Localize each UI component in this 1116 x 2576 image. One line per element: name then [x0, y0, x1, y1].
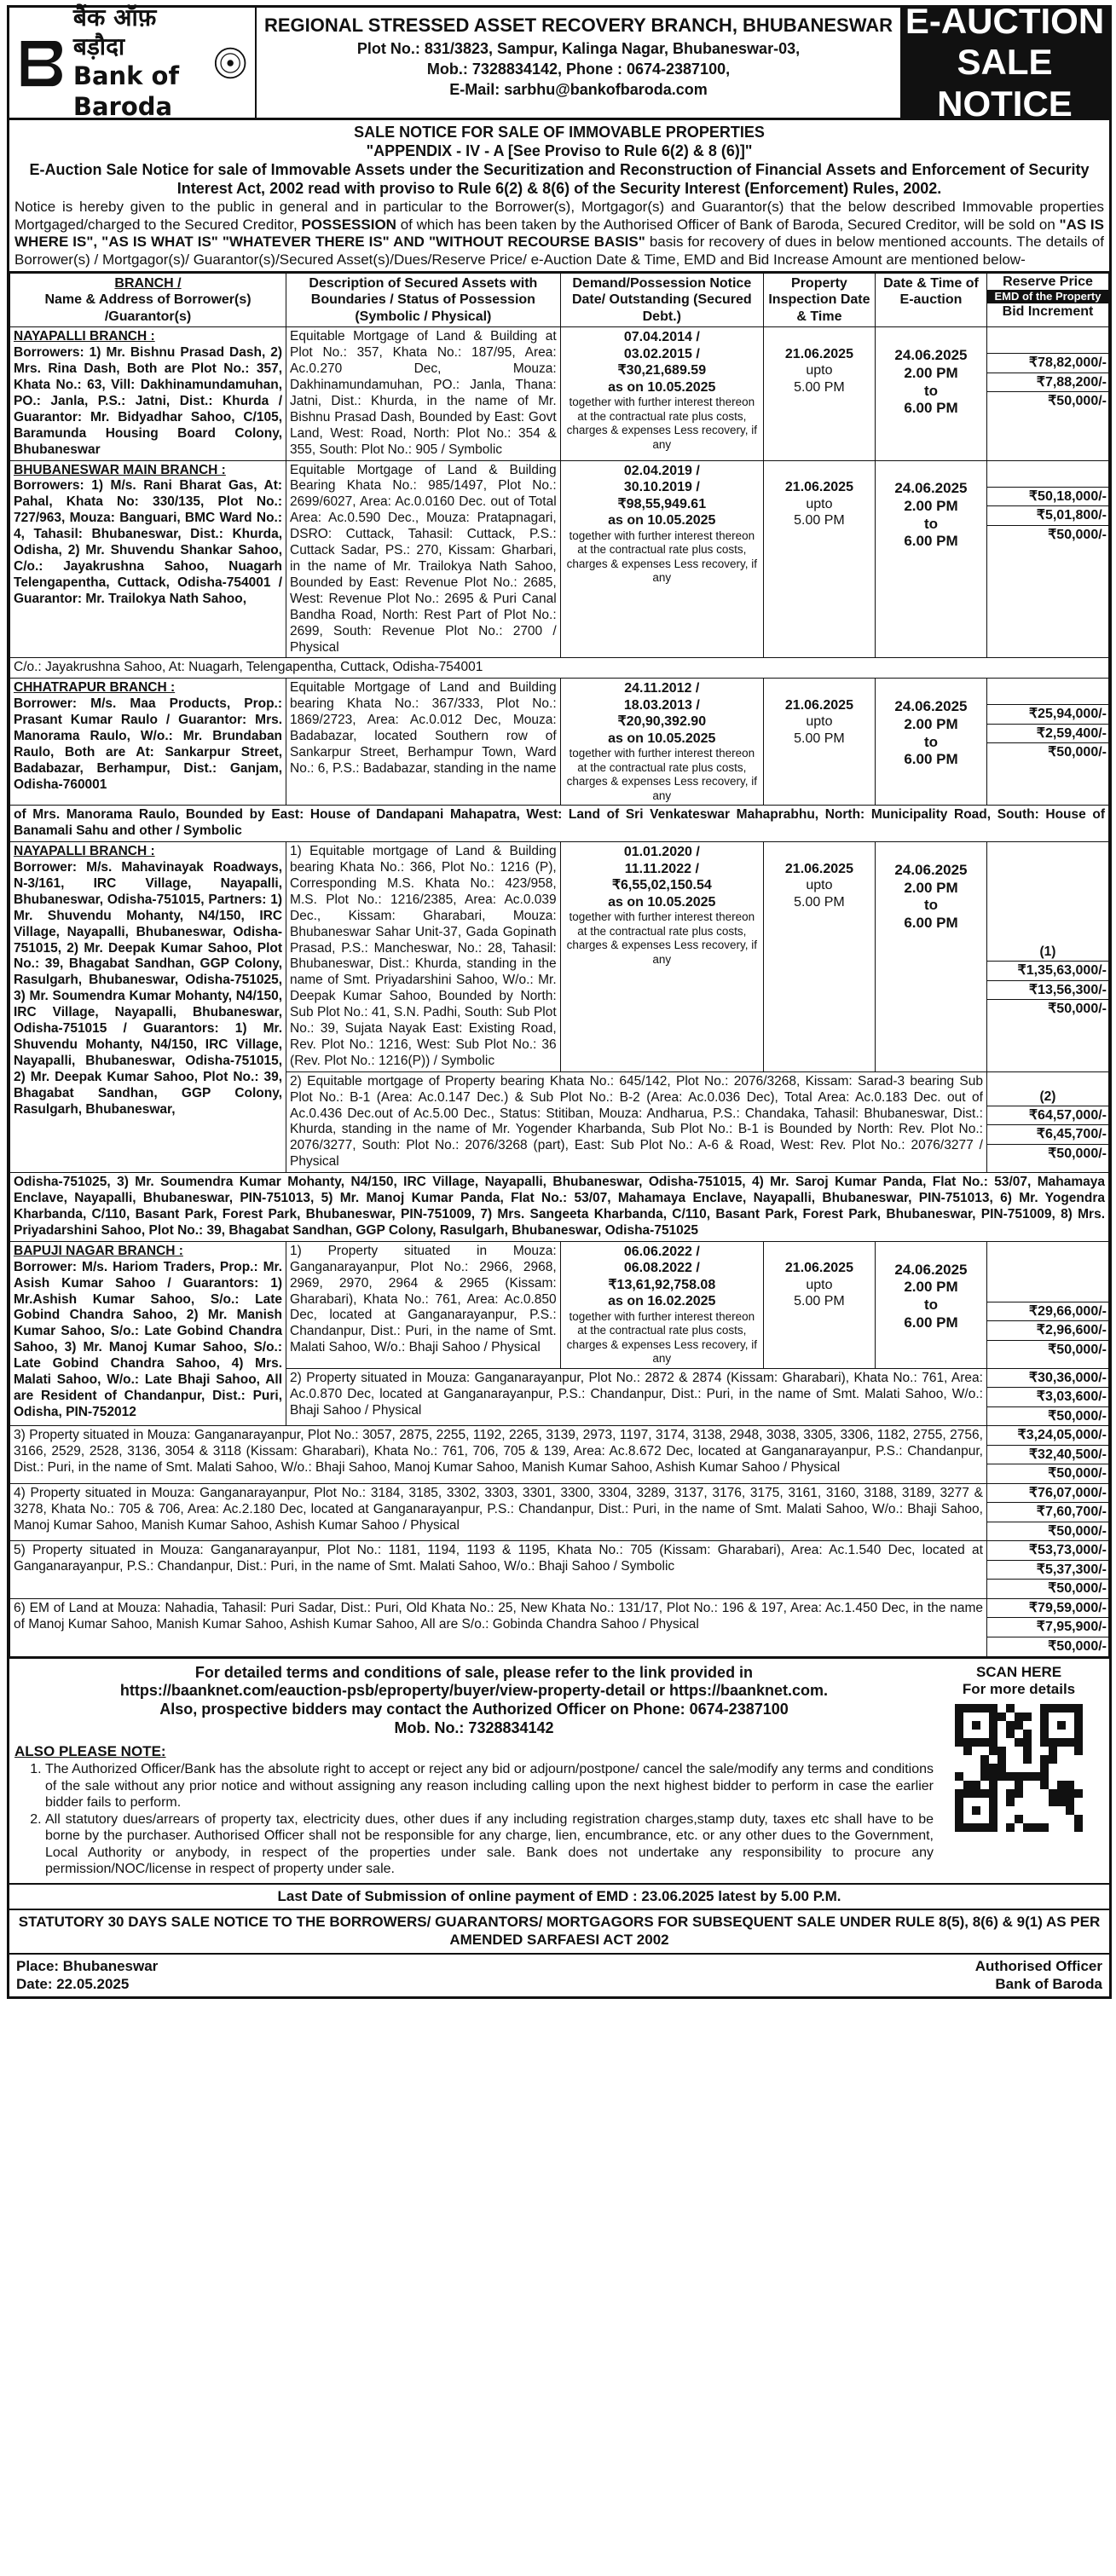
- asset-cell: 4) Property situated in Mouza: Ganganarayanpur, Plot No.: 3184, 3185, 3302, 3303, 3301, 3300, 3304, 3289, 3137, 3176, 3175, 3161, 3160, 3188, 3189, 3277 & 3278, Khata No.: 705 & 706, Area: Ac.2.180 Dec, located at Ganganarayanpur, P.S.: Chandanpur, Dist.: Puri, in the name of Smt. Malati Sahoo, W/o.: Bhaji Sahoo, Manoj Kumar Sahoo, Manish Kumar Sahoo, Ashish Kumar Sahoo / Physical: [10, 1483, 987, 1541]
- price-cell: ₹79,59,000/- ₹7,95,900/- ₹50,000/-: [986, 1598, 1108, 1656]
- intro-text-1: Notice is hereby given to the public in general and in particular to the Borrower(s), Mortgagor(s) and Guarantor(s) that the below described Immovable properties Mortgaged/charged to the Secured Creditor,: [14, 198, 1104, 233]
- price-cell: ₹50,18,000/- ₹5,01,800/- ₹50,000/-: [986, 460, 1108, 658]
- properties-table: [9, 273, 1109, 1657]
- bank-name: [73, 3, 205, 122]
- asset-tail: of Mrs. Manorama Raulo, Bounded by East: House of Dandapani Mahapatra, West: Land of Sri Venkateswar Mahaprabhu, North: Municipality Road, South: House of Banamali Sahu and other / Symbolic: [10, 806, 1109, 842]
- intro-as-is: "AS IS WHERE IS", "AS IS WHAT IS" "WHATEVER THERE IS" AND "WITHOUT RECOURSE BASIS": [14, 216, 1104, 251]
- branch-address: Plot No.: 831/3823, Sampur, Kalinga Nagar, Bhubaneswar-03,: [356, 39, 801, 57]
- sale-notice: [7, 1, 1112, 1999]
- table-row-continuation: [10, 806, 1109, 842]
- last-date-emd: Last Date of Submission of online payment of EMD : 23.06.2025 latest by 5.00 P.M.: [9, 1883, 1109, 1909]
- intro-possession: POSSESSION: [301, 216, 396, 233]
- table-row: [10, 679, 1109, 806]
- bank-name-english: Bank of Baroda: [72, 61, 180, 121]
- inspection-cell: 21.06.2025 upto 5.00 PM: [763, 1241, 875, 1368]
- inspection-cell: 21.06.2025 upto 5.00 PM: [763, 842, 875, 1072]
- asset-cell: 6) EM of Land at Mouza: Nahadia, Tahasil: Puri Sadar, Dist.: Puri, Old Khata No.: 25, New Khata No.: 131/17, Plot No.: 196 & 197, Area: Ac.1.450 Dec, in the name of Manoj Kumar Sahoo, Manish Kumar Sahoo, Ashish Kumar Sahoo, All are S/o.: Gobinda Chandra Sahoo / Physical: [10, 1598, 987, 1656]
- notice-header: [9, 1, 1109, 124]
- scan-here-label: SCAN HERE: [975, 1663, 1062, 1680]
- demand-cell: 06.06.2022 / 06.08.2022 / ₹13,61,92,758.08 as on 16.02.2025 together with further interest thereon at the contractual rate plus costs, charges & expenses Less recovery, if any: [560, 1241, 763, 1368]
- notice-title-line2: SALE NOTICE: [937, 42, 1073, 124]
- inspection-cell: 21.06.2025 upto 5.00 PM: [763, 460, 875, 658]
- statutory-notice: STATUTORY 30 DAYS SALE NOTICE TO THE BORROWERS/ GUARANTORS/ MORTGAGORS FOR SUBSEQUENT SALE UNDER RULE 8(5), 8(6) & 9(1) AS PER AMENDED SARFAESI ACT 2002: [9, 1909, 1109, 1952]
- table-header-row: [10, 273, 1109, 327]
- demand-cell: 07.04.2014 / 03.02.2015 / ₹30,21,689.59 as on 10.05.2025 together with further interest thereon at the contractual rate plus costs, charges & expenses Less recovery, if any: [560, 327, 763, 460]
- demand-cell: 02.04.2019 / 30.10.2019 / ₹98,55,949.61 as on 10.05.2025 together with further interest thereon at the contractual rate plus costs, charges & expenses Less recovery, if any: [560, 460, 763, 658]
- bank-of-baroda-logo-icon: [18, 20, 66, 106]
- borrower-cell: NAYAPALLI BRANCH : Borrowers: 1) Mr. Bishnu Prasad Dash, 2) Mrs. Rina Dash, Both are Plot No.: 357, Khata No.: 63, Vill: Dakhinamundamuhan, PO.: Janla, P.S.: Jatni, Dist.: Khurda / Guarantor: Mr. Bidyadhar Sahoo, C/105, Baramunda Housing Board Colony, Bhubaneswar: [10, 327, 286, 460]
- price-cell: ₹30,36,000/- ₹3,03,600/- ₹50,000/-: [986, 1368, 1108, 1426]
- borrower-tail: C/o.: Jayakrushna Sahoo, At: Nuagarh, Telengapentha, Cuttack, Odisha-754001: [10, 658, 1109, 679]
- price-cell: ₹25,94,000/- ₹2,59,400/- ₹50,000/-: [986, 679, 1108, 806]
- inspection-cell: 21.06.2025 upto 5.00 PM: [763, 679, 875, 806]
- demand-cell: 24.11.2012 / 18.03.2013 / ₹20,90,392.90 as on 10.05.2025 together with further interest thereon at the contractual rate plus costs, charges & expenses Less recovery, if any: [560, 679, 763, 806]
- column-header-asset: Description of Secured Assets with Boundaries / Status of Possession (Symbolic / Physical): [286, 273, 561, 327]
- borrower-cell: CHHATRAPUR BRANCH : Borrower: M/s. Maa Products, Prop.: Prasant Kumar Raulo / Guarantor: Mrs. Manorama Raulo, W/o.: Mr. Brundaban Raulo, Both are At: Sankarpur Street, Badabazar, Berhampur, Dist.: Ganjam, Odisha-760001: [10, 679, 286, 806]
- table-row: [10, 1541, 1109, 1599]
- price-cell: (1) ₹1,35,63,000/- ₹13,56,300/- ₹50,000/-: [986, 842, 1108, 1072]
- intro-heading-2: "APPENDIX - IV - A [See Proviso to Rule 6(2) & 8 (6)]": [366, 142, 753, 159]
- auction-cell: 24.06.2025 2.00 PM to 6.00 PM: [875, 327, 986, 460]
- branch-name: REGIONAL STRESSED ASSET RECOVERY BRANCH, BHUBANESWAR: [263, 14, 893, 36]
- asset-cell: 1) Equitable mortgage of Land & Building bearing Khata No.: 366, Plot No.: 1216 (P), Corresponding M.S. Khata No.: 423/958, M.S. Plot No.: 1216/2385, Area: Ac.0.039 Dec., Kissam: Gharabari, Mouza: Bhubaneswar Sahar Unit-37, Gada Gopinath Prasad, P.S.: Mancheswar, No.: 28, Tahasil: Bhubaneswar, Dist.: Khurda, standing in the name of Smt. Priyadarshini Sahoo, W/o.: Mr. Deepak Kumar Sahoo, Bounded by North: Sub Plot No.: 41, S.N. Padhi, South: Sub Plot No.: 39, Sujata Nayak East: Existing Road, Rev. Plot No.: 1216, West: Sub Plot No.: 36 (Rev. Plot No.: 1216(P)) / Symbolic: [286, 842, 561, 1072]
- asset-cell: 2) Property situated in Mouza: Ganganarayanpur, Plot No.: 2872 & 2874 (Kissam: Gharabari), Khata No.: 761, Area: Ac.0.870 Dec, located at Ganganarayanpur, P.S.: Chandanpur, Dist.: Puri, in the name of Smt. Malati Sahoo, W/o.: Bhaji Sahoo / Physical: [286, 1368, 987, 1426]
- authorised-officer: [975, 1958, 1102, 1993]
- auction-cell: 24.06.2025 2.00 PM to 6.00 PM: [875, 460, 986, 658]
- details-mobile: Mob. No.: 7328834142: [394, 1719, 554, 1737]
- column-header-auction: Date & Time of E-auction: [875, 273, 986, 327]
- price-cell: ₹3,24,05,000/- ₹32,40,500/- ₹50,000/-: [986, 1426, 1108, 1484]
- emblem-seal-icon: [214, 37, 246, 90]
- table-row: [10, 327, 1109, 460]
- branch-email[interactable]: E-Mail: sarbhu@bankofbaroda.com: [449, 81, 708, 99]
- auction-cell: 24.06.2025 2.00 PM to 6.00 PM: [875, 842, 986, 1072]
- officer-bank: Bank of Baroda: [995, 1975, 1102, 1992]
- intro-text-3: basis for recovery of dues in below mentioned accounts. The details of Borrower(s) / Mortgagor(s)/ Guarantor(s)/Secured Asset(s)/Dues/Reserve Price/ e-Auction Date & Time, EMD and Bid Increase Amount are mentioned below-: [14, 234, 1104, 269]
- terms-text: [14, 1664, 934, 1878]
- terms-section: [9, 1657, 1109, 1883]
- price-cell: (2) ₹64,57,000/- ₹6,45,700/- ₹50,000/-: [986, 1071, 1108, 1172]
- borrower-cell: BHUBANESWAR MAIN BRANCH : Borrowers: 1) M/s. Rani Bharat Gas, At: Pahal, Khata No: 330/135, Plot No.: 727/963, Mouza: Banguari, BMC Ward No.: 4, Tahasil: Bhubaneswar, Dist.: Khurda, Odisha, 2) Mr. Shuvendu Shankar Sahoo, C/o.: Jayakrushna Sahoo, Nuagarh Telengapentha, Cuttack, Odisha-754001 / Guarantor: Mr. Trailokya Nath Sahoo,: [10, 460, 286, 658]
- table-row: [10, 1241, 1109, 1368]
- auction-cell: 24.06.2025 2.00 PM to 6.00 PM: [875, 679, 986, 806]
- table-row: [10, 842, 1109, 1072]
- please-note-heading: ALSO PLEASE NOTE:: [14, 1743, 166, 1760]
- demand-cell: 01.01.2020 / 11.11.2022 / ₹6,55,02,150.54 as on 10.05.2025 together with further interest thereon at the contractual rate plus costs, charges & expenses Less recovery, if any: [560, 842, 763, 1072]
- details-line-3: Also, prospective bidders may contact the Authorized Officer on Phone: 0674-2387100: [159, 1701, 789, 1718]
- intro-text-2: of which has been taken by the Authorised Officer of Bank of Baroda, Secured Creditor, will be sold on: [400, 216, 1055, 233]
- asset-cell: 1) Property situated in Mouza: Ganganarayanpur, Plot No.: 2966, 2968, 2969, 2970, 2964 & 2965 (Kissam: Gharabari), Khata No.: 761, Area: Ac.0.850 Dec, located at Ganganarayanpur, P.S.: Chandanpur, Dist.: Puri, in the name of Smt. Malati Sahoo, W/o.: Bhaji Sahoo / Physical: [286, 1241, 561, 1368]
- intro-paragraph: [14, 199, 1104, 269]
- table-row: [10, 1426, 1109, 1484]
- asset-cell: Equitable Mortgage of Land & Building Bearing Khata No.: 985/1497, Plot No.: 2699/6027, Area: Ac.0.0160 Dec. out of Total Area: Ac.0.590 Dec., Mouza: Pratapnagari, DSRO: Cuttack, Tahasil: Cuttack, P.S.: Cuttack Sadar, PS.: 270, Kissam: Gharbari, in the name of Mr. Trailokya Nath Sahoo, Bounded by East: Revenue Plot No.: 2685, West: Revenue Plot No.: 2695 & Puri Canal Bandha Road, North: Rest Part of Plot No.: 2699, South: Revenue Plot No.: 2700 / Physical: [286, 460, 561, 658]
- date: Date: 22.05.2025: [16, 1975, 130, 1992]
- scan-more-label: For more details: [962, 1681, 1076, 1698]
- column-header-inspection: Property Inspection Date & Time: [763, 273, 875, 327]
- asset-cell: 5) Property situated in Mouza: Ganganarayanpur, Plot No.: 1181, 1194, 1193 & 1195, Khata No.: 705 (Kissam: Gharabari), Area: Ac.1.540 Dec, located at Ganganarayanpur, P.S.: Chandanpur, Dist.: Puri, in the name of Smt. Malati Sahoo, W/o.: Bhaji Sahoo / Symbolic: [10, 1541, 987, 1599]
- bank-logo-block: [9, 3, 257, 121]
- notice-title-box: [900, 1, 1109, 124]
- column-header-demand: Demand/Possession Notice Date/ Outstanding (Secured Debt.): [560, 273, 763, 327]
- officer-title: Authorised Officer: [974, 1957, 1102, 1974]
- intro-heading-3: E-Auction Sale Notice for sale of Immovable Assets under the Securitization and Reconstruction of Financial Assets and Enforcement of Security Interest Act, 2002 read with proviso to Rule 6(2) & 8(6) of the Security Interest (Enforcement) Rules, 2002.: [29, 160, 1090, 197]
- table-row: [10, 1598, 1109, 1656]
- table-row-continuation: [10, 1173, 1109, 1242]
- inspection-cell: 21.06.2025 upto 5.00 PM: [763, 327, 875, 460]
- intro-heading-1: SALE NOTICE FOR SALE OF IMMOVABLE PROPERTIES: [354, 124, 765, 141]
- note-item: 2. All statutory dues/arrears of property tax, electricity dues, other dues if any including registration charges,stamp duty, taxes etc shall have to be borne by the purchaser. Authorised Officer shall not be responsible for any charge, lien, encumbrance, etc. or any other dues to the Government, Local Authority or anybody, in respect of the properties under sale. Bank does not undertake any responsibility to procure any permission/NOC/license in respect of property under sale.: [45, 1811, 934, 1878]
- table-row: [10, 460, 1109, 658]
- asset-cell: 3) Property situated in Mouza: Ganganarayanpur, Plot No.: 3057, 2875, 2255, 1192, 2265, 3139, 2973, 1197, 3174, 3138, 2948, 3038, 3305, 3306, 1182, 2755, 2756, 3166, 2529, 2528, 3136, 3054 & 3118 (Kissam: Gharabari), Khata No.: 761, 706, 705 & 139, Area: Ac.8.672 Dec, located at Ganganarayanpur, P.S.: Chandanpur, Dist.: Puri, in the name of Smt. Malati Sahoo, W/o.: Bhaji Sahoo, Manoj Kumar Sahoo, Manish Kumar Sahoo, Ashish Kumar Sahoo / Physical: [10, 1426, 987, 1484]
- price-cell: ₹78,82,000/- ₹7,88,200/- ₹50,000/-: [986, 327, 1108, 460]
- price-cell: ₹76,07,000/- ₹7,60,700/- ₹50,000/-: [986, 1483, 1108, 1541]
- note-item: 1. The Authorized Officer/Bank has the absolute right to accept or reject any bid or adjourn/postpone/ cancel the sale/modify any terms and conditions of the sale without any prior notice and without assigning any reason including calling upon the next highest bidder to perform in case the earlier bidder fails to perform.: [45, 1761, 934, 1811]
- auction-cell: 24.06.2025 2.00 PM to 6.00 PM: [875, 1241, 986, 1368]
- signature-block: [9, 1953, 1109, 1996]
- qr-code-icon[interactable]: [955, 1704, 1083, 1832]
- borrower-tail: Odisha-751025, 3) Mr. Soumendra Kumar Mohanty, N4/150, IRC Village, Nayapalli, Bhubaneswar, Odisha-751015, 4) Mr. Saroj Kumar Panda, Flat No.: 53/07, Mahamaya Enclave, Nayapalli, Bhubaneswar, PIN-751013, 5) Mr. Manoj Kumar Panda, Flat No.: 53/07, Mahamaya Enclave, Nayapalli, Bhubaneswar, PIN-751013, 6) Mr. Yogendra Kharbanda, C/110, Basant Park, Forest Park, Bhubaneswar, PIN-751009, 7) Mrs. Sangeeta Kharbanda, C/110, Basant Park, Forest Park, Bhubaneswar, PIN-751009, 8) Mrs. Priyadarshini Sahoo, Plot No.: 39, Bhagabat Sandhan, GGP Colony, Rasulgarh, Bhubaneswar, Odisha-751025: [10, 1173, 1109, 1242]
- table-row-continuation: [10, 658, 1109, 679]
- intro-section: [9, 120, 1109, 273]
- details-line-1: For detailed terms and conditions of sale, please refer to the link provided in: [194, 1663, 754, 1681]
- price-cell: ₹29,66,000/- ₹2,96,600/- ₹50,000/-: [986, 1241, 1108, 1368]
- details-link[interactable]: https://baanknet.com/eauction-psb/eproperty/buyer/view-property-detail or https://baanknet.com.: [119, 1682, 829, 1700]
- place: Place: Bhubaneswar: [16, 1957, 159, 1974]
- notes-list: [14, 1761, 934, 1878]
- borrower-cell: NAYAPALLI BRANCH : Borrower: M/s. Mahavinayak Roadways, N-3/161, IRC Village, Nayapalli, Bhubaneswar, Odisha-751015, Partners: 1) Mr. Shuvendu Mohanty, N4/150, IRC Village, Nayapalli, Bhubaneswar, Odisha-751015, 2) Mr. Deepak Kumar Sahoo, Plot No.: 39, Bhagabat Sandhan, GGP Colony, Rasulgarh, Bhubaneswar, Odisha-751025, 3) Mr. Soumendra Kumar Mohanty, N4/150, IRC Village, Nayapalli, Bhubaneswar, Odisha-751015 / Guarantors: 1) Mr. Shuvendu Mohanty, N4/150, IRC Village, Nayapalli, Bhubaneswar, Odisha-751015, 2) Mr. Deepak Kumar Sahoo, Plot No.: 39, Bhagabat Sandhan, GGP Colony, Rasulgarh, Bhubaneswar,: [10, 842, 286, 1173]
- column-header-borrower: BRANCH / Name & Address of Borrower(s) /Guarantor(s): [10, 273, 286, 327]
- table-row: [10, 1483, 1109, 1541]
- branch-phone: Mob.: 7328834142, Phone : 0674-2387100,: [426, 60, 731, 78]
- column-header-price: Reserve Price EMD of the Property Bid Increment: [986, 273, 1108, 327]
- qr-block: [934, 1664, 1104, 1878]
- place-date: [16, 1958, 158, 1993]
- asset-cell: 2) Equitable mortgage of Property bearing Khata No.: 645/142, Plot No.: 2076/3268, Kissam: Sarad-3 bearing Sub Plot No.: B-1 (Area: Ac.0.147 Dec.) & Sub Plot No.: B-2 (Area: Ac.0.036 Dec), Total Area: Ac.0.183 Dec. out of Ac.0.436 Dec.out of Ac.5.00 Dec., Status: Stitiban, Mouza: Andharua, P.S.: Chandaka, Tahasil: Bhubaneswar, Dist.: Khurda, standing in the name of Mr. Yogender Kharbanda, Sub Plot No.: B-1 is Bounded by North: Rev. Plot No.: 2076/3277, South: Plot No.: 2076/3268 (part), East: Sub Plot No.: A-6 & Road, West: Rev. Plot No.: 2076/3277 / Physical: [286, 1071, 987, 1172]
- asset-cell: Equitable Mortgage of Land and Building bearing Khata No.: 367/333, Plot No.: 1869/2723, Area: Ac.0.012 Dec, Mouza: Badabazar, located Southern row of Sankarpur Street, Berhampur Town, Ward No.: 6, P.S.: Badabazar, standing in the name: [286, 679, 561, 806]
- asset-cell: Equitable Mortgage of Land & Building at Plot No.: 357, Khata No.: 187/95, Area: Ac.0.270 Dec, Mouza: Dakhinamundamuhan, PO.: Janla, Thana: Jatni, Dist.: Khurda, in the name of Mr. Bishnu Prasad Dash, Bounded by East: Govt Land, West: Road, North: Plot No.: 354 & 355, South: Plot No.: 905 / Symbolic: [286, 327, 561, 460]
- branch-address-block: [257, 8, 900, 118]
- bank-name-hindi: बैंक ऑफ़ बड़ौदा: [72, 3, 157, 61]
- price-cell: ₹53,73,000/- ₹5,37,300/- ₹50,000/-: [986, 1541, 1108, 1599]
- borrower-cell: BAPUJI NAGAR BRANCH : Borrower: M/s. Hariom Traders, Prop.: Mr. Asish Kumar Sahoo / Guarantors: 1) Mr.Ashish Kumar Sahoo, S/o.: Late Gobind Chandra Sahoo, 2) Mr. Manish Kumar Sahoo, S/o.: Late Gobind Chandra Sahoo, 3) Mr. Manoj Kumar Sahoo, S/o.: Late Gobind Chandra Sahoo, 4) Mrs. Malati Sahoo, W/o.: Late Bhaji Sahoo, All are Resident of Chandanpur, Dist.: Puri, Odisha, PIN-752012: [10, 1241, 286, 1425]
- notice-title-line1: E-AUCTION: [905, 1, 1105, 42]
